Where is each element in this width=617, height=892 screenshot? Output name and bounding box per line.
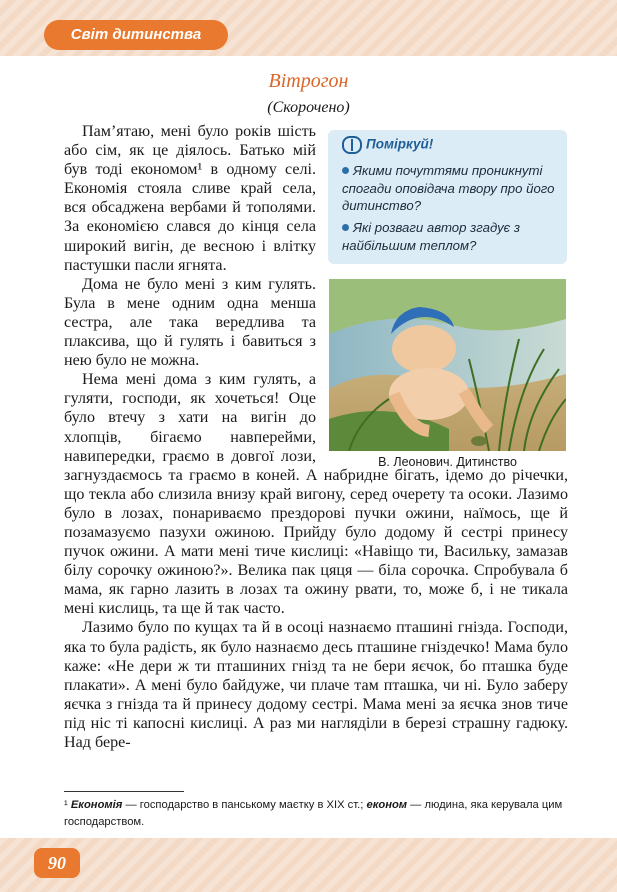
paragraph-3: Нема мені дома з ким гулять, а гуляти, господи, як хочеться! Оце було втечу з хати на вигін до хлопців, бігаємо навперейми, навипередки, граємо в довгої лози, загнуздаємось та граємо в коней. А набридне бігать, ідемо до річечки, що текла або слизила внизу край вигону, серед очерету та осоки. Лазимо було в лозах, понариваємо прездорові пучки ожини, наїмось, ще й позамазуємо пазухи ожиною. Прийду було додому й сестрі принесу пучок ожини. А мати мені тиче кислиці: «Навіщо ти, Васильку, замазав білу сорочку ожиною?». Велика пак цяця — біла сорочка. Спробувала б мама, як гарно лазить в лозах та ожину рвати, то, може б, і не тикала мені кислиць, та ще й так часто. xyxy=(64,371,568,618)
question-2-text: Які розваги автор згадує з найбільшим теплом? xyxy=(342,220,521,253)
footnote-text: — господарство в панському маєтку в XIX ст.; xyxy=(122,799,367,811)
think-heading xyxy=(342,136,433,154)
footnote-term-2: економ xyxy=(366,799,408,811)
question-1-text: Якими почуттями проникнуті спогади оповідача твору про його дитинство? xyxy=(342,163,555,213)
paragraph-4: Лазимо було по кущах та й в осоці назнаємо пташині гнізда. Господи, яка то була радість, як було назнаємо десь пташине гніздечко! Мама було каже: «Не дери ж ти пташиних гнізд та не бери яєчок, бо пташка буде плакати». А мені було байдуже, чи плаче там пташка, чи ні. Було заберу яєчка з гнізда та й принесу додому сестрі. Мама мені за яєчка знов тиче під ніс ті капосні кислиці. А раз ми нагляділи в березі страшну гадюку. Над бере- xyxy=(64,619,568,751)
paragraph-1: Пам’ятаю, мені було років шість або сім, як це діялось. Батько мій був тоді економом¹ в одному селі. Економія стояла сливе край села, вся обсаджена вербами й тополями. За економією слався до кінця села широкий вигін, де весною і влітку пастушки пасли ягнята. xyxy=(64,123,316,274)
story-subtitle: (Скорочено) xyxy=(267,99,350,116)
illustration-caption: В. Леонович. Дитинство xyxy=(378,455,517,469)
bullet-icon xyxy=(342,167,349,174)
story-title: Вітрогон xyxy=(268,70,349,92)
think-heading-label: Поміркуй! xyxy=(366,136,434,152)
question-1 xyxy=(342,162,558,215)
bullet-icon xyxy=(342,224,349,231)
page-number: 90 xyxy=(34,848,80,878)
bottom-decor-band xyxy=(0,838,617,892)
section-tab: Світ дитинства xyxy=(44,20,228,50)
footnote-rule xyxy=(64,791,184,792)
question-2 xyxy=(342,219,558,254)
footnote-marker: ¹ xyxy=(64,799,68,811)
think-box xyxy=(328,130,567,264)
footnote xyxy=(64,797,568,831)
footnote-text-2: — людина, яка керувала цим господарством. xyxy=(64,799,563,828)
paragraph-2: Дома не було мені з ким гулять. Була в мене одним одна менша сестра, але така вередлива та плаксива, що й гулять і бавиться з нею було не можна. xyxy=(64,275,316,370)
illustration-painting xyxy=(329,279,566,451)
footnote-term: Економія xyxy=(70,799,123,811)
book-icon xyxy=(342,136,362,154)
